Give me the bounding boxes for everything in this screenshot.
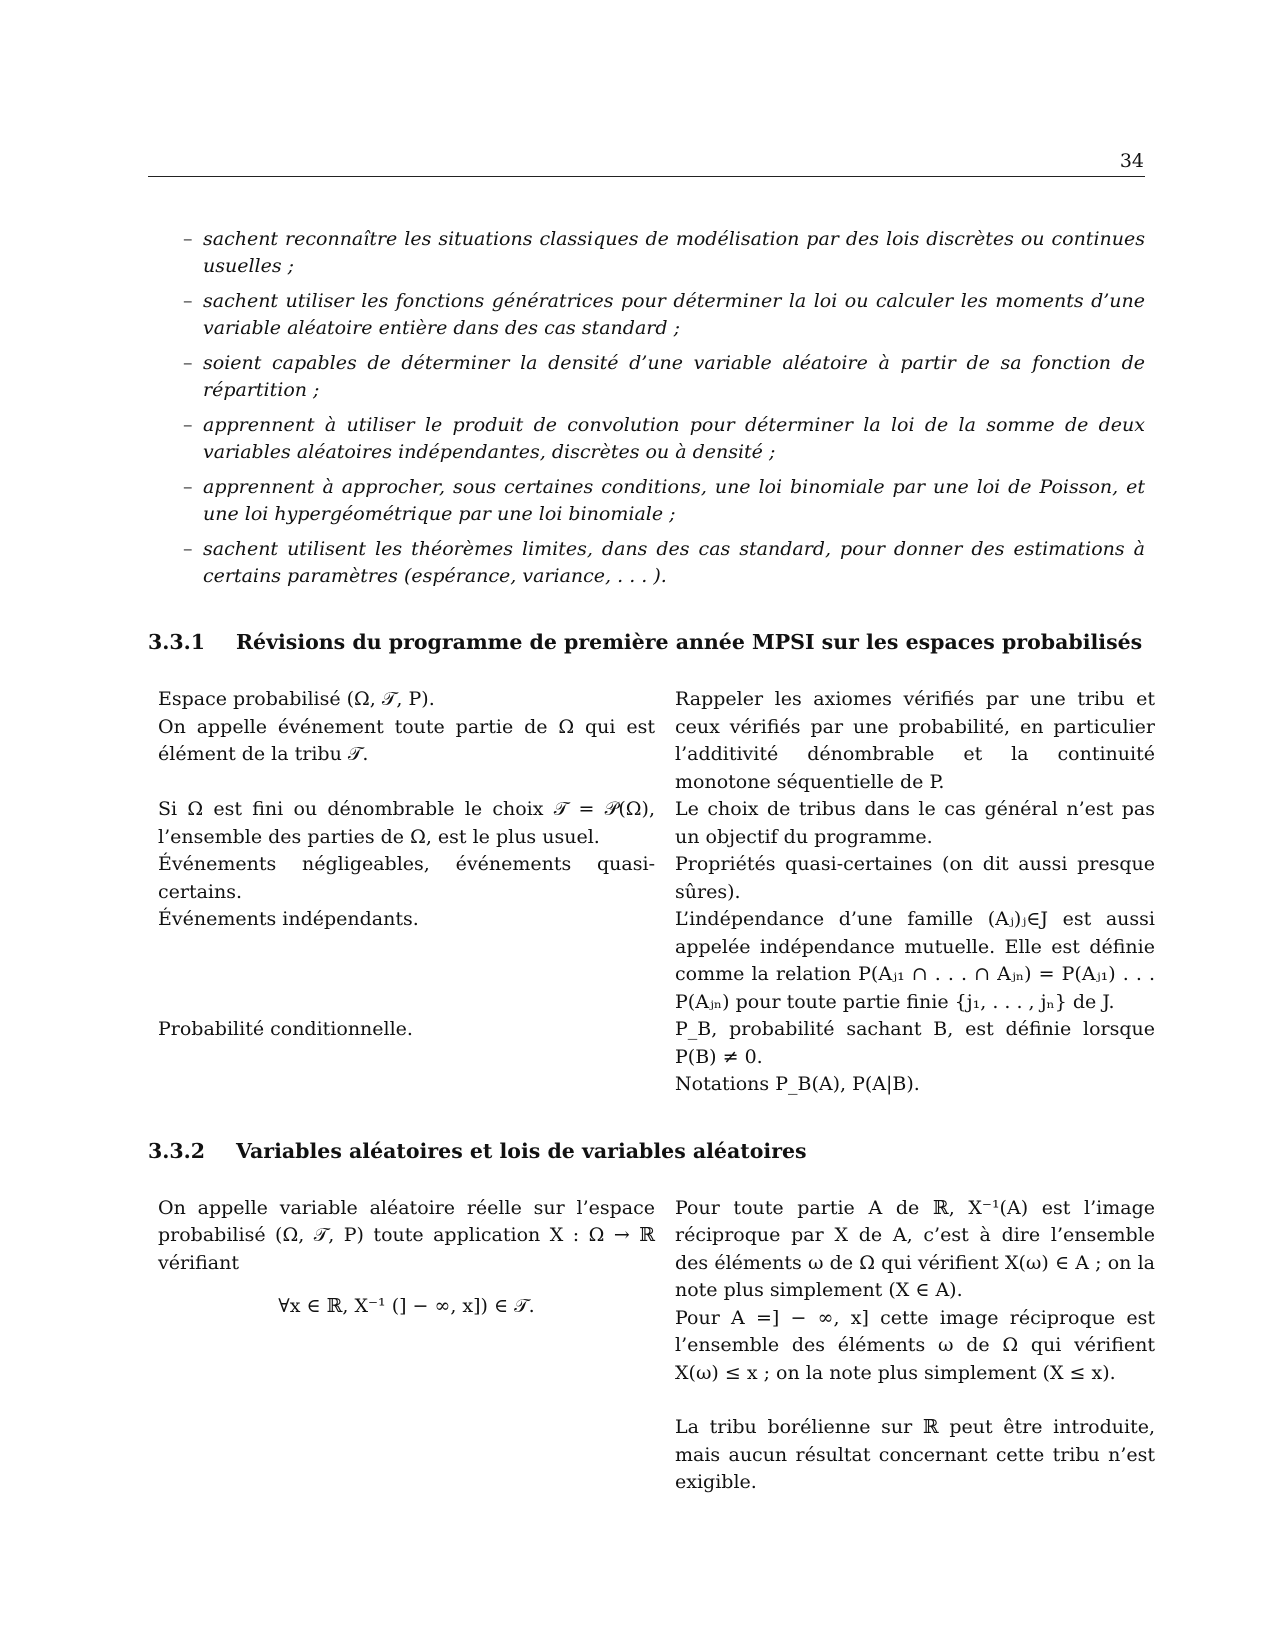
right-paragraph: La tribu borélienne sur ℝ peut être introduite, mais aucun résultat concernant cette tribu n’est exigible. [675,1416,1155,1493]
objective-item: – sachent utiliser les fonctions génératrices pour déterminer la loi ou calculer les moments d’une variable aléatoire entière dans des cas standard ; [183,290,1145,339]
right-cell: Propriétés quasi-certaines (on dit aussi presque sûres). [675,853,1155,903]
left-cell: Événements négligeables, événements quasi-certains. [158,853,655,903]
left-cell: Si Ω est fini ou dénombrable le choix 𝒯 = 𝒫(Ω), l’ensemble des parties de Ω, est le plus usuel. [158,798,655,848]
section-number: 3.3.1 [148,630,206,654]
section-title: Révisions du programme de première année MPSI sur les espaces probabilisés [236,630,1143,654]
left-cell: Événements indépendants. [158,908,419,930]
objective-item: – soient capables de déterminer la densité d’une variable aléatoire à partir de sa fonction de répartition ; [183,352,1145,401]
left-cell [158,1195,655,1497]
left-cell: Probabilité conditionnelle. [158,1018,413,1040]
objective-item: – apprennent à utiliser le produit de convolution pour déterminer la loi de la somme de deux variables aléatoires indépendantes, discrètes ou à densité ; [183,414,1145,463]
right-cell: Rappeler les axiomes vérifiés par une tribu et ceux vérifiés par une probabilité, en particulier l’additivité dénombrable et la continuité monotone séquentielle de P. [675,688,1155,793]
page-content [148,226,1155,1497]
section-title: Variables aléatoires et lois de variables aléatoires [236,1138,807,1163]
objective-item: – apprennent à approcher, sous certaines conditions, une loi binomiale par une loi de Poisson, et une loi hypergéométrique par une loi binomiale ; [183,476,1145,525]
right-paragraph: Pour toute partie A de ℝ, X⁻¹(A) est l’image réciproque par X de A, c’est à dire l’ensemble des éléments ω de Ω qui vérifient X(ω) ∈ A ; on la note plus simplement (X ∈ A). [675,1196,1155,1301]
dash-bullet: – [183,414,193,436]
header-rule [148,176,1145,177]
dash-bullet: – [183,228,193,250]
objectives-list [148,226,1145,590]
section-heading-3-3-1 [148,630,1145,654]
dash-bullet: – [183,290,193,312]
section-heading-3-3-2 [148,1139,1145,1163]
section-1-table [148,686,1155,1099]
dash-bullet: – [183,476,193,498]
section-number: 3.3.2 [148,1138,206,1163]
section-2-table [148,1195,1155,1497]
objective-item: – sachent utilisent les théorèmes limites, dans des cas standard, pour donner des estimations à certains paramètres (espérance, variance, . . . ). [183,538,1145,587]
objective-item: – sachent reconnaître les situations classiques de modélisation par des lois discrètes ou continues usuelles ; [183,228,1145,277]
right-cell: L’indépendance d’une famille (Aⱼ)ⱼ∈J est aussi appelée indépendance mutuelle. Elle est définie comme la relation P(Aⱼ₁ ∩ . . . ∩ Aⱼₙ) = P(Aⱼ₁) . . . P(Aⱼₙ) pour toute partie finie {j₁, . . . , jₙ} de J. [675,908,1155,1013]
dash-bullet: – [183,352,193,374]
measurability-formula: ∀x ∈ ℝ, X⁻¹ (] − ∞, x]) ∈ 𝒯. [278,1295,535,1317]
right-cell [675,1195,1155,1497]
right-paragraph: Pour A =] − ∞, x] cette image réciproque est l’ensemble des éléments ω de Ω qui vérifient X(ω) ≤ x ; on la note plus simplement (X ≤ x). [675,1306,1155,1384]
dash-bullet: – [183,538,193,560]
right-cell: Le choix de tribus dans le cas général n’est pas un objectif du programme. [675,798,1155,848]
left-cell: Espace probabilisé (Ω, 𝒯, P). On appelle événement toute partie de Ω qui est élément de la tribu 𝒯. [158,688,655,765]
right-cell: P_B, probabilité sachant B, est définie lorsque P(B) ≠ 0. Notations P_B(A), P(A|B). [675,1018,1155,1095]
definition-text: On appelle variable aléatoire réelle sur l’espace probabilisé (Ω, 𝒯, P) toute application X : Ω → ℝ vérifiant [158,1196,655,1274]
page-number: 34 [1119,150,1144,172]
